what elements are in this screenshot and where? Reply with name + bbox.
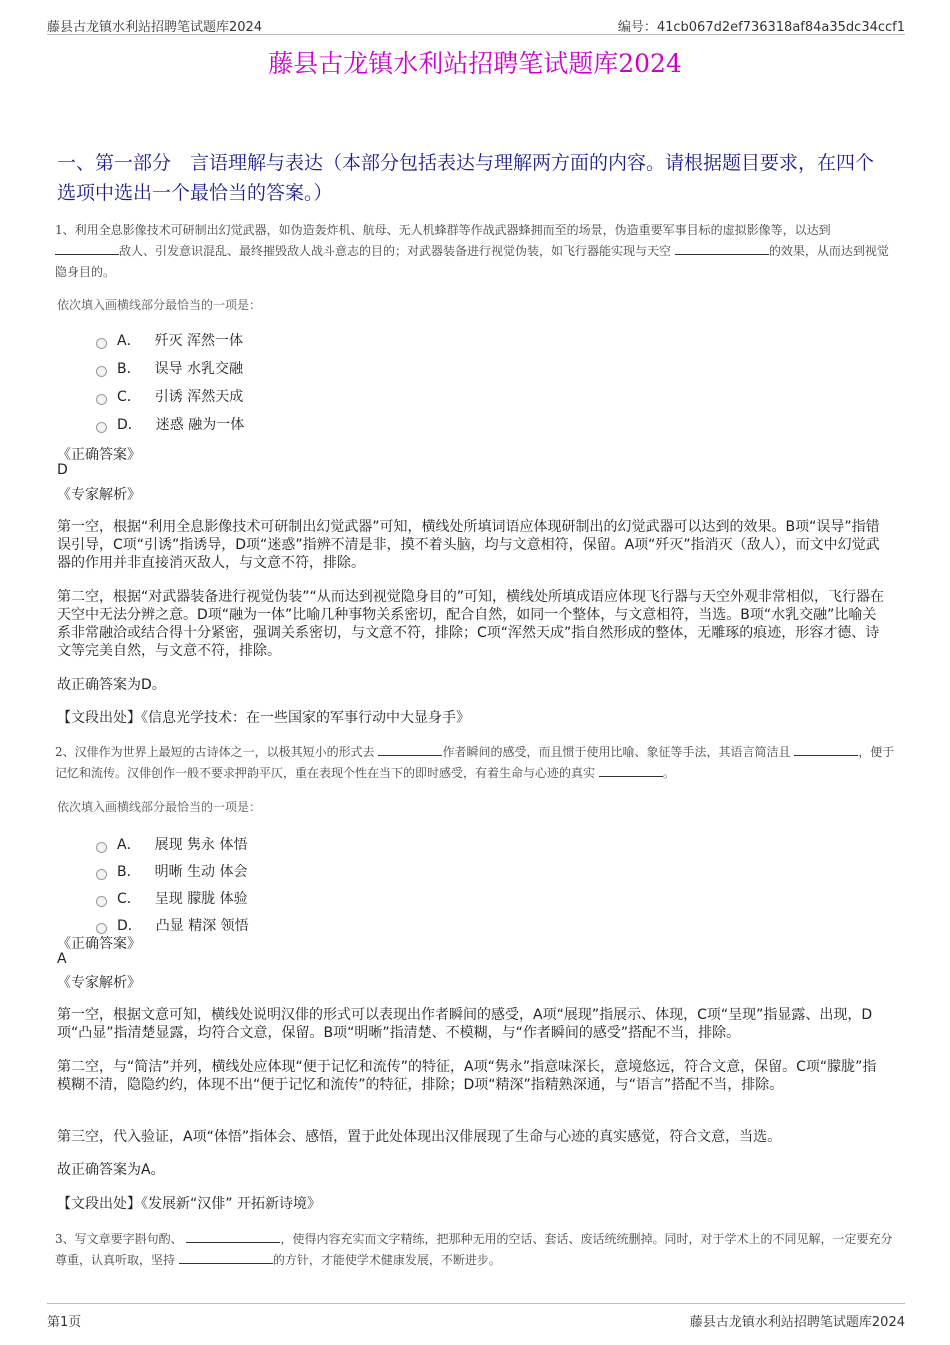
page-number: 第1页 [47,1315,82,1330]
radio-icon[interactable] [96,366,107,377]
option-a[interactable]: A． 歼灭 浑然一体 [96,330,243,350]
fill-blank [179,1252,273,1264]
header-doc-id: 编号：41cb067d2ef736318af84a35dc34ccf1 [617,20,905,35]
header-doc-title: 藤县古龙镇水利站招聘笔试题库2024 [47,20,263,35]
analysis-paragraph: 第一空，根据“利用全息影像技术可研制出幻觉武器”可知，横线处所填词语应体现研制出的幻觉武器可以达到的效果。B项“误导”指错误引导，C项“引诱”指诱导，D项“迷惑”指辨不清是非，摸不着头脑，均与文意相符，保留。A项“歼灭”指消灭（敌人），而文中幻觉武器的作用并非直接消灭敌人，与文意不符，排除。 [57,519,880,571]
answer-value: A [57,951,67,967]
option-d[interactable]: D． 迷惑 融为一体 [96,414,244,434]
option-d[interactable]: D． 凸显 精深 领悟 [96,915,249,935]
fill-blank [186,1231,280,1243]
option-b[interactable]: B． 误导 水乳交融 [96,358,243,378]
option-c[interactable]: C． 呈现 朦胧 体验 [96,888,248,908]
answer-label: 《正确答案》 [57,936,141,952]
question-2-prompt: 依次填入画横线部分最恰当的一项是： [57,800,262,814]
page-footer [47,1303,905,1332]
radio-icon[interactable] [96,923,107,934]
fill-blank [378,744,442,756]
radio-icon[interactable] [96,338,107,349]
analysis-label: 《专家解析》 [57,975,141,991]
question-1-stem: 1、利用全息影像技术可研制出幻觉武器，如伪造轰炸机、航母、无人机蜂群等作战武器蜂拥而至的场景，伪造重要军事目标的虚拟影像等，以达到 敌人、引发意识混乱、最终摧毁敌人战斗意志的目的；对武器装备进行视觉伪装，如飞行器能实现与天空 的效果，从而达到视觉隐身目的。 [55,223,889,279]
question-1-prompt: 依次填入画横线部分最恰当的一项是： [57,298,262,312]
analysis-paragraph: 第二空，与“简洁”并列，横线处应体现“便于记忆和流传”的特征，A项“隽永”指意味深长，意境悠远，符合文意，保留。C项“朦胧”指模糊不清，隐隐约约，体现不出“便于记忆和流传”的特征，排除；D项“精深”指精熟深通，与“语言”搭配不当，排除。 [57,1059,877,1093]
option-c[interactable]: C． 引诱 浑然天成 [96,386,243,406]
page-header [47,14,905,35]
question-3-stem: 3、写文章要字斟句酌、 ，使得内容充实而文字精练，把那种无用的空话、套话、废话统统删掉。同时，对于学术上的不同见解，一定要充分尊重，认真听取，坚持 的方针，才能使学术健康发展，不断进步。 [55,1232,893,1267]
fill-blank [675,243,769,255]
answer-value: D [57,462,68,478]
analysis-paragraph: 第二空，根据“对武器装备进行视觉伪装”“从而达到视觉隐身目的”可知，横线处所填成语应体现飞行器与天空外观非常相似，飞行器在天空中无法分辨之意。D项“融为一体”比喻几种事物关系密切，配合自然，如同一个整体，与文意相符，当选。B项“水乳交融”比喻关系非常融洽或结合得十分紧密，强调关系密切，与文意不符，排除；C项“浑然天成”指自然形成的整体，无雕琢的痕迹，形容才德、诗文等完美自然，与文意不符，排除。 [57,589,885,659]
footer-doc-title: 藤县古龙镇水利站招聘笔试题库2024 [689,1315,905,1330]
radio-icon[interactable] [96,869,107,880]
option-b[interactable]: B． 明晰 生动 体会 [96,861,248,881]
source-citation: 【文段出处】《信息光学技术：在一些国家的军事行动中大显身手》 [57,710,470,726]
analysis-conclusion: 故正确答案为D。 [57,677,166,693]
radio-icon[interactable] [96,842,107,853]
analysis-conclusion: 故正确答案为A。 [57,1162,165,1178]
fill-blank [794,744,858,756]
source-citation: 【文段出处】《发展新“汉俳” 开拓新诗境》 [57,1196,321,1212]
question-2-stem: 2、汉俳作为世界上最短的古诗体之一，以极其短小的形式去 作者瞬间的感受，而且惯于使用比喻、象征等手法，其语言简洁且 ，便于记忆和流传。汉俳创作一般不要求押韵平仄，重在表现个性在当下的即时感受，有着生命与心迹的真实 。 [55,745,895,780]
radio-icon[interactable] [96,394,107,405]
radio-icon[interactable] [96,422,107,433]
option-a[interactable]: A． 展现 隽永 体悟 [96,834,247,854]
section-heading: 一、第一部分 言语理解与表达（本部分包括表达与理解两方面的内容。请根据题目要求，在四个选项中选出一个最恰当的答案。） [57,152,875,204]
fill-blank [599,765,663,777]
analysis-paragraph: 第三空，代入验证，A项“体悟”指体会、感悟，置于此处体现出汉俳展现了生命与心迹的真实感觉，符合文意，当选。 [57,1129,782,1145]
radio-icon[interactable] [96,896,107,907]
analysis-label: 《专家解析》 [57,487,141,503]
answer-label: 《正确答案》 [57,447,141,463]
fill-blank [55,243,119,255]
analysis-paragraph: 第一空，根据文意可知，横线处说明汉俳的形式可以表现出作者瞬间的感受，A项“展现”指展示、体现，C项“呈现”指显露、出现，D项“凸显”指清楚显露，均符合文意，保留。B项“明晰”指清楚、不模糊，与“作者瞬间的感受”搭配不当，排除。 [57,1007,873,1041]
page-title: 藤县古龙镇水利站招聘笔试题库2024 [268,49,682,78]
